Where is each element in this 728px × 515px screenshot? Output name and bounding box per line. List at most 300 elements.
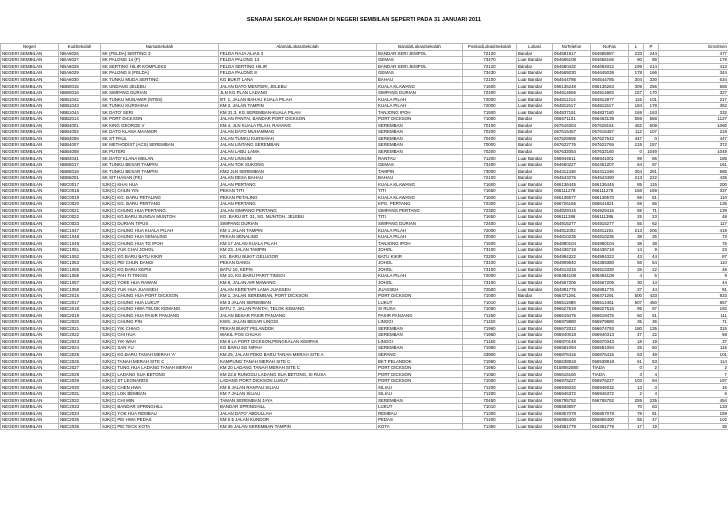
cell-lelaki: 99 — [629, 155, 644, 162]
cell-bandar: BAHAU — [377, 76, 463, 83]
cell-bandar: PORT DICKSON — [377, 116, 463, 123]
cell-poskod: 72400 — [463, 89, 517, 96]
cell-poskod: 71050 — [463, 371, 517, 378]
cell-kod-sekolah: NBB4007 — [59, 142, 101, 149]
cell-bandar: SI RUSA — [377, 305, 463, 312]
cell-negeri: NEGERI SEMBILAN — [1, 155, 59, 162]
cell-lelaki: 26 — [629, 266, 644, 273]
cell-alamat: JALAN TOK SUKONG — [219, 161, 377, 168]
cell-nama-sekolah: SJK(C) KG BARU KEPIS — [101, 266, 219, 273]
header-nama-sekolah: NamaSekolah — [101, 44, 219, 51]
cell-negeri: NEGERI SEMBILAN — [1, 246, 59, 253]
cell-perempuan: 63 — [644, 404, 659, 411]
cell-lelaki: 0 — [629, 364, 644, 371]
cell-lokasi: Luar Bandar — [517, 299, 553, 306]
cell-lelaki: 507 — [629, 299, 644, 306]
cell-alamat: KM2 JLN SEREMBAN — [219, 168, 377, 175]
cell-kod-sekolah: NBC1057 — [59, 279, 101, 286]
cell-no-fax: 064381779 — [591, 423, 629, 430]
cell-poskod: 72200 — [463, 253, 517, 260]
cell-poskod: 43900 — [463, 351, 517, 358]
cell-no-fax: 064544785 — [591, 76, 629, 83]
cell-negeri: NEGERI SEMBILAN — [1, 358, 59, 365]
cell-enrolmen: 44 — [659, 279, 728, 286]
cell-no-fax: 064543480 — [591, 174, 629, 181]
cell-negeri: NEGERI SEMBILAN — [1, 109, 59, 116]
cell-lelaki: 38 — [629, 240, 644, 247]
cell-lelaki: 157 — [629, 89, 644, 96]
cell-enrolmen: 7 — [659, 371, 728, 378]
cell-no-fax: 064684022 — [591, 63, 629, 70]
cell-no-fax: 066976227 — [591, 377, 629, 384]
cell-perempuan: 54 — [644, 260, 659, 267]
cell-poskod: 70100 — [463, 122, 517, 129]
cell-nama-sekolah: SJK(C) PEI CHUN DANGI — [101, 260, 219, 267]
cell-alamat: PEKAN DANGI — [219, 260, 377, 267]
cell-enrolmen: 337 — [659, 188, 728, 195]
cell-lelaki: 14 — [629, 246, 644, 253]
cell-perempuan: 157 — [644, 142, 659, 149]
cell-nama-sekolah: SJK(C) ST LEONARDS — [101, 377, 219, 384]
cell-bandar: SEREMBAN — [377, 148, 463, 155]
cell-perempuan: 97 — [644, 305, 659, 312]
cell-lokasi: Luar Bandar — [517, 364, 553, 371]
cell-nama-sekolah: SK TUNKU MUDA SERTING — [101, 76, 219, 83]
cell-no-telefon: 064680432 — [553, 63, 591, 70]
cell-no-telefon: 066795752 — [553, 397, 591, 404]
cell-bandar: TANJONG IPOH — [377, 240, 463, 247]
cell-poskod: 71960 — [463, 325, 517, 332]
cell-bandar: SEREMBAN — [377, 345, 463, 352]
cell-lelaki: 309 — [629, 83, 644, 90]
table-row — [1, 423, 728, 430]
cell-no-fax: 064585987 — [591, 50, 629, 57]
cell-alamat: KM 10, KG.BARU PARIT TINGGI — [219, 273, 377, 280]
cell-no-fax: 064369380 — [591, 260, 629, 267]
cell-no-telefon: 067616304 — [553, 122, 591, 129]
cell-perempuan: 101 — [644, 96, 659, 103]
cell-negeri: NEGERI SEMBILAN — [1, 260, 59, 267]
cell-lelaki: 18 — [629, 338, 644, 345]
cell-nama-sekolah: SK DATO KLANA MAAMOR — [101, 129, 219, 136]
cell-enrolmen: 102 — [659, 417, 728, 424]
cell-perempuan: 4 — [644, 390, 659, 397]
cell-perempuan: 4 — [644, 371, 659, 378]
cell-no-telefon: 064665030 — [553, 70, 591, 77]
cell-lokasi: Luar Bandar — [517, 246, 553, 253]
cell-no-telefon: 066946032 — [553, 384, 591, 391]
cell-no-fax: 067615457 — [591, 129, 629, 136]
cell-enrolmen: 435 — [659, 174, 728, 181]
cell-lelaki: 69 — [629, 201, 644, 208]
cell-perempuan: 178 — [644, 102, 659, 109]
cell-nama-sekolah: SK DATO' SERI — [101, 109, 219, 116]
cell-no-fax: 064914882 — [591, 89, 629, 96]
cell-lelaki: 70 — [629, 404, 644, 411]
cell-kod-sekolah: NBC2032 — [59, 397, 101, 404]
cell-negeri: NEGERI SEMBILAN — [1, 57, 59, 64]
cell-lokasi: Luar Bandar — [517, 266, 553, 273]
cell-nama-sekolah: SK PALONG 8 (FELDA) — [101, 70, 219, 77]
cell-no-fax: 067627642 — [591, 135, 629, 142]
cell-lokasi: Luar Bandar — [517, 404, 553, 411]
cell-bandar: TAMPIN — [377, 168, 463, 175]
cell-kod-sekolah: NBB4002 — [59, 129, 101, 136]
cell-no-telefon: 066671131 — [553, 116, 591, 123]
cell-perempuan: 62 — [644, 220, 659, 227]
cell-enrolmen: 494 — [659, 397, 728, 404]
cell-kod-sekolah: NBC1047 — [59, 227, 101, 234]
cell-negeri: NEGERI SEMBILAN — [1, 384, 59, 391]
cell-no-fax: 066136263 — [591, 83, 629, 90]
cell-no-telefon: 066726155 — [553, 201, 591, 208]
cell-poskod: 71010 — [463, 299, 517, 306]
cell-bandar: SILIAU — [377, 390, 463, 397]
cell-nama-sekolah: SJK(C) TUNG HUA LADANG TANAH MERAH — [101, 364, 219, 371]
cell-perempuan: 433 — [644, 292, 659, 299]
cell-lokasi: Luar Bandar — [517, 338, 553, 345]
cell-bandar: SEREMBAN — [377, 135, 463, 142]
cell-lelaki: 452 — [629, 122, 644, 129]
cell-poskod: 72120 — [463, 63, 517, 70]
cell-nama-sekolah: SJK(C) YUK HUA JUASSEH — [101, 286, 219, 293]
cell-kod-sekolah: NBC0022 — [59, 214, 101, 221]
cell-enrolmen: 372 — [659, 142, 728, 149]
cell-bandar: SILIAU — [377, 384, 463, 391]
cell-poskod: 72000 — [463, 96, 517, 103]
cell-no-telefon: 066511889 — [553, 299, 591, 306]
cell-kod-sekolah: NBC2026 — [59, 358, 101, 365]
cell-no-fax: 066876415 — [591, 351, 629, 358]
cell-no-fax: 066514461 — [591, 299, 629, 306]
cell-nama-sekolah: SJK(C) KG.BARU SUNGAI MUNTOH — [101, 214, 219, 221]
cell-poskod: 73430 — [463, 70, 517, 77]
cell-lelaki: 35 — [629, 318, 644, 325]
cell-nama-sekolah: SJK(C) CHEN HWA — [101, 384, 219, 391]
cell-alamat: LADANG PORT DICKSON LUKUT — [219, 377, 377, 384]
cell-negeri: NEGERI SEMBILAN — [1, 129, 59, 136]
cell-kod-sekolah: NBA6027 — [59, 57, 101, 64]
cell-nama-sekolah: SJK(C) LOK BEMBAN — [101, 390, 219, 397]
cell-lelaki: 233 — [629, 50, 644, 57]
cell-bandar: SEREMBAN — [377, 397, 463, 404]
cell-lelaki: 17 — [629, 423, 644, 430]
cell-nama-sekolah: SJK(C) CHUNG HUA PASIR PANJANG — [101, 312, 219, 319]
cell-perempuan: 81 — [644, 410, 659, 417]
cell-nama-sekolah: SJK(C) CHUNG PIN — [101, 318, 219, 325]
cell-lelaki: 85 — [629, 181, 644, 188]
cell-lelaki: 259 — [629, 397, 644, 404]
cell-lelaki: 0 — [629, 148, 644, 155]
cell-no-telefon: 066616160 — [553, 371, 591, 378]
cell-alamat: KM 2, JALAN TAMPIN — [219, 102, 377, 109]
cell-kod-sekolah: NBC1055 — [59, 266, 101, 273]
cell-alamat: KAMPUNG TANAH MERAH SITE C — [219, 358, 377, 365]
cell-alamat: PEKAN BUKIT PELANDOK — [219, 325, 377, 332]
cell-bandar: GEMAS — [377, 57, 463, 64]
cell-perempuan: 38 — [644, 240, 659, 247]
cell-kod-sekolah: NBC1056 — [59, 273, 101, 280]
cell-nama-sekolah: SK PORT DICKSON — [101, 116, 219, 123]
cell-no-fax: 066581094 — [591, 345, 629, 352]
cell-alamat: JALAN SIMPANG PERTANG — [219, 207, 377, 214]
cell-no-telefon: 066976227 — [553, 377, 591, 384]
cell-alamat: BANDAR SPRINGHILL — [219, 404, 377, 411]
cell-negeri: NEGERI SEMBILAN — [1, 286, 59, 293]
cell-perempuan: 44 — [644, 286, 659, 293]
cell-alamat: JALAN BESAR PASIR PANJANG — [219, 312, 377, 319]
cell-bandar: PORT DICKSON — [377, 377, 463, 384]
cell-poskod: 73470 — [463, 57, 517, 64]
cell-nama-sekolah: SJK(C) KG. BARU PETALING — [101, 194, 219, 201]
cell-lokasi: Luar Bandar — [517, 345, 553, 352]
cell-alamat: JALAN DESA BAHAU — [219, 174, 377, 181]
cell-no-telefon: 064567206 — [553, 279, 591, 286]
cell-alamat: JALAN KERETAPI LAMA JUASSEH — [219, 286, 377, 293]
cell-lokasi: Luar Bandar — [517, 351, 553, 358]
cell-negeri: NEGERI SEMBILAN — [1, 161, 59, 168]
cell-perempuan: 166 — [644, 70, 659, 77]
cell-no-fax: 067632160 — [591, 148, 629, 155]
cell-perempuan: 61 — [644, 312, 659, 319]
cell-alamat: KM 25, JALAN PDKG BARU TANAH MERAH SITE A — [219, 351, 377, 358]
cell-poskod: 71600 — [463, 181, 517, 188]
cell-no-fax: 066619475 — [591, 312, 629, 319]
header-negeri: Negeri — [1, 44, 59, 51]
cell-lokasi: Luar Bandar — [517, 89, 553, 96]
cell-kod-sekolah: NBB1042 — [59, 96, 101, 103]
cell-kod-sekolah: NBC2036 — [59, 423, 101, 430]
cell-alamat: KM 0.5 JALAN KUNDOR — [219, 417, 377, 424]
cell-perempuan: 97 — [644, 161, 659, 168]
cell-enrolmen: 933 — [659, 292, 728, 299]
cell-enrolmen: 2 — [659, 364, 728, 371]
cell-no-fax: 064811517 — [591, 102, 629, 109]
cell-no-telefon: 064543276 — [553, 174, 591, 181]
cell-perempuan: 107 — [644, 129, 659, 136]
cell-alamat: KM 8 LA PORT DICKSON,PENGKALAN KEMPAS — [219, 338, 377, 345]
cell-poskod: 70200 — [463, 148, 517, 155]
cell-lokasi: Bandar — [517, 50, 553, 57]
cell-no-telefon: 066619475 — [553, 312, 591, 319]
cell-negeri: NEGERI SEMBILAN — [1, 279, 59, 286]
cell-nama-sekolah: SJK(C) YOK HUA REMBAU — [101, 410, 219, 417]
cell-lelaki: 50 — [629, 312, 644, 319]
cell-enrolmen: 16 — [659, 384, 728, 391]
cell-enrolmen: 36 — [659, 423, 728, 430]
cell-poskod: 71000 — [463, 377, 517, 384]
cell-bandar: KUALA PILAH — [377, 96, 463, 103]
cell-enrolmen: 81 — [659, 286, 728, 293]
cell-no-fax: 066111386 — [591, 214, 629, 221]
cell-alamat: PEKAN PETALING — [219, 194, 377, 201]
cell-negeri: NEGERI SEMBILAN — [1, 214, 59, 221]
cell-lokasi: Bandar — [517, 148, 553, 155]
cell-perempuan: 330 — [644, 76, 659, 83]
cell-bandar: SEREMBAN — [377, 325, 463, 332]
cell-kod-sekolah: NBC1053 — [59, 260, 101, 267]
cell-alamat: KG. BARU BUKIT GELUGOR — [219, 253, 377, 260]
cell-nama-sekolah: SJK(C) CHUNG HUA LUKUT — [101, 299, 219, 306]
cell-lelaki: 47 — [629, 332, 644, 339]
cell-kod-sekolah: NBC2035 — [59, 417, 101, 424]
cell-perempuan: 169 — [644, 188, 659, 195]
cell-nama-sekolah: SJK(C) KG.BARU TANAH MERAH 'A' — [101, 351, 219, 358]
cell-poskod: 73100 — [463, 246, 517, 253]
cell-kod-sekolah: NBB4041 — [59, 155, 101, 162]
cell-no-telefon: 066111386 — [553, 214, 591, 221]
cell-bandar: TITI — [377, 188, 463, 195]
cell-lelaki: 53 — [629, 351, 644, 358]
cell-negeri: NEGERI SEMBILAN — [1, 338, 59, 345]
cell-bandar: SEREMBAN — [377, 129, 463, 136]
cell-alamat: KM 17 JALAN KUALA PILAH — [219, 240, 377, 247]
cell-nama-sekolah: SJK(C) YIK WAH — [101, 338, 219, 345]
cell-no-telefon: 066940018 — [553, 332, 591, 339]
cell-no-fax: 066857078 — [591, 410, 629, 417]
cell-no-telefon: 064914656 — [553, 89, 591, 96]
cell-enrolmen: 69 — [659, 332, 728, 339]
cell-bandar: KUALA PILAH — [377, 273, 463, 280]
cell-bandar: PEDAS — [377, 417, 463, 424]
cell-perempuan: 22 — [644, 266, 659, 273]
cell-no-telefon: 064810235 — [553, 233, 591, 240]
cell-alamat: FELDA SERTING HILIR — [219, 63, 377, 70]
cell-lelaki: 169 — [629, 109, 644, 116]
cell-negeri: NEGERI SEMBILAN — [1, 102, 59, 109]
cell-lelaki: 25 — [629, 345, 644, 352]
cell-alamat: JLN KG PLAN LADANG — [219, 89, 377, 96]
cell-kod-sekolah: NBC0017 — [59, 181, 101, 188]
cell-lelaki: 304 — [629, 168, 644, 175]
cell-negeri: NEGERI SEMBILAN — [1, 364, 59, 371]
cell-alamat: KM 22.5 RUNGGU LADANG SUA BETONG, SI RUSA — [219, 371, 377, 378]
cell-no-telefon: 064811002 — [553, 227, 591, 234]
cell-nama-sekolah: SJK(C) CHI HUA — [101, 332, 219, 339]
cell-no-fax: 066855400 — [591, 417, 629, 424]
cell-poskod: 71600 — [463, 194, 517, 201]
cell-kod-sekolah: NBC1049 — [59, 240, 101, 247]
cell-no-telefon: 064660227 — [553, 161, 591, 168]
cell-perempuan: 450 — [644, 299, 659, 306]
cell-kod-sekolah: NBB1043 — [59, 102, 101, 109]
cell-poskod: 71650 — [463, 188, 517, 195]
cell-kod-sekolah: NBC2027 — [59, 364, 101, 371]
cell-lokasi: Luar Bandar — [517, 233, 553, 240]
cell-perempuan: 94 — [644, 377, 659, 384]
cell-alamat: KG. BARU BT. 31, SG. MUNTOH, JELEBU — [219, 214, 377, 221]
cell-perempuan: 71 — [644, 207, 659, 214]
cell-bandar: TANJONG IPOH — [377, 109, 463, 116]
cell-no-telefon: 066876415 — [553, 351, 591, 358]
cell-lelaki: 56 — [629, 260, 644, 267]
cell-kod-sekolah: NBC0019 — [59, 194, 101, 201]
cell-negeri: NEGERI SEMBILAN — [1, 292, 59, 299]
cell-nama-sekolah: SK TUNKU BESAR TAMPIN — [101, 168, 219, 175]
cell-negeri: NEGERI SEMBILAN — [1, 417, 59, 424]
cell-negeri: NEGERI SEMBILAN — [1, 397, 59, 404]
cell-no-fax: 064645038 — [591, 70, 629, 77]
cell-kod-sekolah: NBB0015 — [59, 83, 101, 90]
cell-poskod: 73100 — [463, 279, 517, 286]
cell-bandar: SIMPANG DURIAN — [377, 220, 463, 227]
cell-no-fax: 064411348 — [591, 168, 629, 175]
cell-poskod: 70450 — [463, 397, 517, 404]
cell-enrolmen: 185 — [659, 155, 728, 162]
cell-enrolmen: 110 — [659, 194, 728, 201]
cell-kod-sekolah: NBC2016 — [59, 292, 101, 299]
cell-nama-sekolah: SK PALONG 14 (F) — [101, 57, 219, 64]
cell-bandar: KUALA PILAH — [377, 233, 463, 240]
cell-perempuan: 135 — [644, 325, 659, 332]
cell-perempuan: 3 — [644, 384, 659, 391]
cell-no-fax: TIADA — [591, 364, 629, 371]
cell-alamat: KG BARU SG NIPAH — [219, 345, 377, 352]
cell-negeri: NEGERI SEMBILAN — [1, 305, 59, 312]
cell-nama-sekolah: SK SIMPANG DURIAN — [101, 89, 219, 96]
cell-enrolmen: 161 — [659, 161, 728, 168]
cell-bandar: KUALA KLAWANG — [377, 194, 463, 201]
cell-perempuan: 170 — [644, 89, 659, 96]
cell-negeri: NEGERI SEMBILAN — [1, 181, 59, 188]
header-lelaki: L — [629, 44, 644, 51]
cell-kod-sekolah: NBC1052 — [59, 253, 101, 260]
cell-lokasi: Luar Bandar — [517, 325, 553, 332]
cell-poskod: 73100 — [463, 266, 517, 273]
cell-no-telefon: 064880104 — [553, 240, 591, 247]
cell-no-fax: 064811191 — [591, 227, 629, 234]
cell-perempuan: 48 — [644, 351, 659, 358]
cell-perempuan: 235 — [644, 397, 659, 404]
cell-perempuan: 281 — [644, 168, 659, 175]
cell-poskod: 72000 — [463, 233, 517, 240]
header-poskod: PoskodLokasiSekolah — [463, 44, 517, 51]
cell-nama-sekolah: SJK(C) TANAH MERAH SITE C — [101, 358, 219, 365]
cell-poskod: 71200 — [463, 155, 517, 162]
cell-no-telefon: 064984322 — [553, 253, 591, 260]
cell-poskod: 73000 — [463, 168, 517, 175]
cell-negeri: NEGERI SEMBILAN — [1, 63, 59, 70]
cell-alamat: KM 4, JLN KUALA PILAH, RAHANG — [219, 122, 377, 129]
cell-bandar: BAHAU — [377, 174, 463, 181]
cell-lelaki: 304 — [629, 76, 644, 83]
cell-poskod: 71050 — [463, 305, 517, 312]
cell-no-telefon: 066583697 — [553, 404, 591, 411]
cell-lelaki: 68 — [629, 207, 644, 214]
cell-bandar: PORT DICKSON — [377, 371, 463, 378]
cell-negeri: NEGERI SEMBILAN — [1, 240, 59, 247]
cell-kod-sekolah: NBC0021 — [59, 207, 101, 214]
cell-bandar: KUALA KLAWANG — [377, 83, 463, 90]
cell-lokasi: Luar Bandar — [517, 96, 553, 103]
cell-nama-sekolah: SJK(C) YOKE HUA RAWAN — [101, 279, 219, 286]
cell-no-fax: 066979880 — [591, 318, 629, 325]
cell-perempuan: 1049 — [644, 148, 659, 155]
cell-negeri: NEGERI SEMBILAN — [1, 50, 59, 57]
cell-lelaki: 116 — [629, 96, 644, 103]
cell-no-fax: 064666165 — [591, 57, 629, 64]
cell-perempuan: 214 — [644, 63, 659, 70]
cell-negeri: NEGERI SEMBILAN — [1, 332, 59, 339]
cell-lokasi: Luar Bandar — [517, 214, 553, 221]
cell-bandar: BANDAR SERI JEMPOL — [377, 50, 463, 57]
cell-no-telefon: 067632054 — [553, 148, 591, 155]
cell-no-fax: 064567206 — [591, 279, 629, 286]
cell-alamat: JALAN PANTAI, BANDAR PORT DICKSON — [219, 116, 377, 123]
cell-enrolmen: 111 — [659, 312, 728, 319]
cell-no-telefon: 064436718 — [553, 246, 591, 253]
cell-nama-sekolah: SJK(C) CHUN YIN — [101, 188, 219, 195]
